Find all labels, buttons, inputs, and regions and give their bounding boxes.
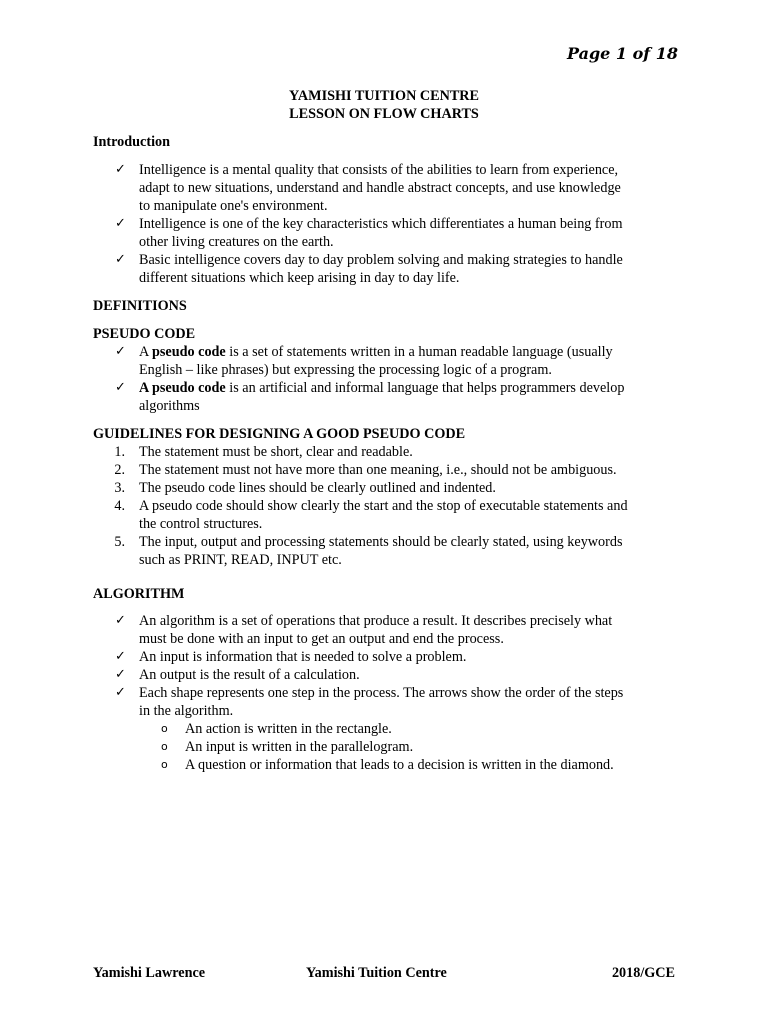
checkmark-icon: ✓: [115, 252, 126, 267]
list-item-line: adapt to new situations, understand and handle abstract concepts, and use knowledge: [139, 180, 621, 196]
list-item: [93, 461, 683, 479]
list-item-line: algorithms: [139, 398, 200, 414]
checkmark-icon: ✓: [115, 344, 126, 359]
list-item-line: Intelligence is a mental quality that consists of the abilities to learn from experience,: [139, 162, 619, 178]
circle-bullet-icon: o: [161, 740, 168, 753]
circle-bullet-icon: o: [161, 722, 168, 735]
list-item-line: An input is written in the parallelogram.: [185, 739, 414, 755]
pseudo-code-list: [93, 343, 683, 415]
list-item: [93, 479, 683, 497]
list-number: 3.: [114, 480, 125, 496]
list-item: [93, 612, 683, 648]
list-item: [93, 497, 683, 533]
list-item-line: other living creatures on the earth.: [139, 234, 334, 250]
list-number: 5.: [114, 534, 125, 550]
list-item-line: in the algorithm.: [139, 703, 234, 719]
pseudo-code-term: A pseudo code: [139, 380, 226, 396]
list-item-line: A question or information that leads to a decision is written in the diamond.: [185, 757, 614, 773]
list-item-line: A pseudo code should show clearly the start and the stop of executable statements and: [139, 498, 628, 514]
list-item-line: The statement must not have more than one meaning, i.e., should not be ambiguous.: [139, 462, 617, 478]
checkmark-icon: ✓: [115, 216, 126, 231]
list-number: 2.: [114, 462, 125, 478]
list-item: [93, 215, 683, 251]
document-title: YAMISHI TUITION CENTRE: [288, 88, 479, 104]
list-item: [93, 648, 683, 666]
list-item-line: the control structures.: [139, 516, 263, 532]
document-subtitle: LESSON ON FLOW CHARTS: [289, 106, 479, 122]
pseudo-code-heading: PSEUDO CODE: [93, 326, 196, 342]
list-item: [93, 343, 683, 379]
footer-center: Yamishi Tuition Centre: [306, 965, 447, 981]
algorithm-list: [93, 612, 683, 774]
circle-bullet-icon: o: [161, 758, 168, 771]
footer-exam: 2018/GCE: [611, 965, 675, 981]
algorithm-heading: ALGORITHM: [93, 586, 185, 602]
list-item: [93, 684, 683, 720]
list-item-line: The input, output and processing statements should be clearly stated, using keywords: [139, 534, 623, 550]
list-item-line: English – like phrases) but expressing the processing logic of a program.: [139, 362, 552, 378]
list-item-line: different situations which keep arising in day to day life.: [139, 270, 460, 286]
list-number: 1.: [114, 444, 125, 460]
list-item-line: An input is information that is needed to solve a problem.: [139, 649, 467, 665]
list-item-line: such as PRINT, READ, INPUT etc.: [139, 552, 342, 568]
checkmark-icon: ✓: [115, 667, 126, 682]
list-item-line: The pseudo code lines should be clearly outlined and indented.: [139, 480, 496, 496]
list-item-line: A pseudo code is an artificial and informal language that helps programmers develop: [139, 380, 625, 396]
guidelines-heading: GUIDELINES FOR DESIGNING A GOOD PSEUDO CODE: [93, 426, 466, 442]
list-item: [93, 533, 683, 569]
introduction-list: [93, 161, 683, 287]
definitions-heading: DEFINITIONS: [93, 298, 187, 314]
list-item: [93, 666, 683, 684]
sub-list-item: [93, 720, 683, 738]
pseudo-code-term: pseudo code: [152, 344, 226, 360]
list-item-line: The statement must be short, clear and readable.: [139, 444, 413, 460]
list-item-line: Each shape represents one step in the process. The arrows show the order of the steps: [139, 685, 624, 701]
list-item-line: An output is the result of a calculation.: [139, 667, 360, 683]
page-number: Page 1 of 18: [567, 44, 678, 63]
checkmark-icon: ✓: [115, 162, 126, 177]
list-item-line: Basic intelligence covers day to day problem solving and making strategies to handle: [139, 252, 623, 268]
list-item-line: A pseudo code is a set of statements written in a human readable language (usually: [139, 344, 613, 360]
sub-list-item: [93, 756, 683, 774]
guidelines-list: [93, 443, 683, 569]
checkmark-icon: ✓: [115, 649, 126, 664]
list-item-line: An algorithm is a set of operations that produce a result. It describes precisely what: [139, 613, 613, 629]
list-item-line: Intelligence is one of the key characteristics which differentiates a human being from: [139, 216, 623, 232]
footer-author: Yamishi Lawrence: [93, 965, 206, 981]
list-number: 4.: [114, 498, 125, 514]
sub-list-item: [93, 738, 683, 756]
list-item-line: An action is written in the rectangle.: [185, 721, 392, 737]
checkmark-icon: ✓: [115, 380, 126, 395]
list-item: [93, 379, 683, 415]
list-item-line: to manipulate one's environment.: [139, 198, 328, 214]
introduction-heading: Introduction: [93, 134, 170, 150]
list-item: [93, 251, 683, 287]
checkmark-icon: ✓: [115, 613, 126, 628]
checkmark-icon: ✓: [115, 685, 126, 700]
list-item: [93, 443, 683, 461]
list-item-line: must be done with an input to get an output and end the process.: [139, 631, 504, 647]
list-item: [93, 161, 683, 215]
